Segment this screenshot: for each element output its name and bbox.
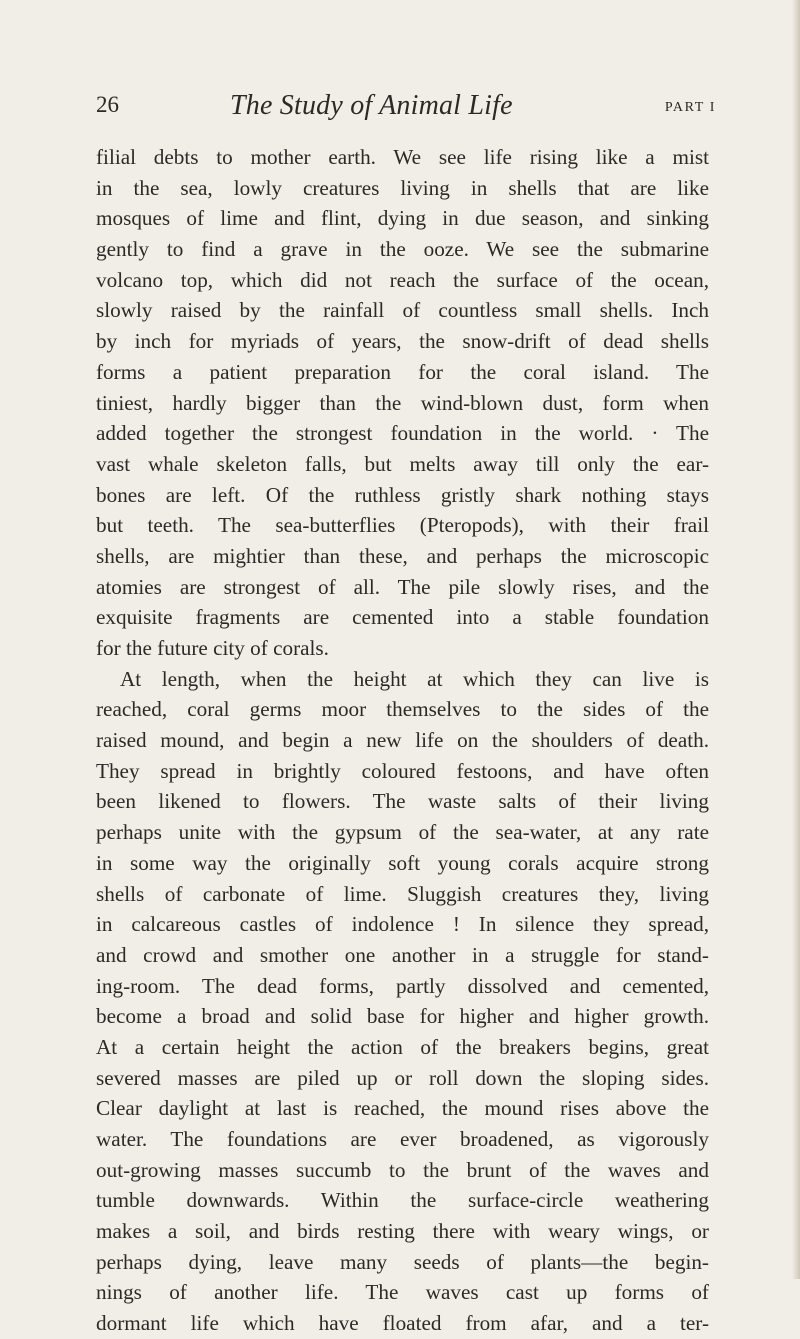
text-line: atomies are strongest of all. The pile slowly rises, and the bbox=[96, 574, 709, 599]
text-line: in some way the originally soft young corals acquire strong bbox=[96, 850, 709, 875]
text-line: exquisite fragments are cemented into a stable foundation bbox=[96, 605, 709, 630]
text-line: At a certain height the action of the breakers begins, great bbox=[96, 1034, 709, 1059]
text-line: forms a patient preparation for the coral island. The bbox=[96, 359, 709, 384]
text-line: volcano top, which did not reach the surface of the ocean, bbox=[96, 267, 709, 292]
text-line: in the sea, lowly creatures living in shells that are like bbox=[96, 175, 709, 200]
text-line: been likened to flowers. The waste salts of their living bbox=[96, 789, 709, 814]
text-line: tiniest, hardly bigger than the wind-blown dust, form when bbox=[96, 390, 709, 415]
text-line: by inch for myriads of years, the snow-drift of dead shells bbox=[96, 329, 709, 354]
text-line: At length, when the height at which they can live is bbox=[120, 666, 709, 691]
text-line: water. The foundations are ever broadened, as vigorously bbox=[96, 1127, 709, 1151]
page-number: 26 bbox=[96, 92, 119, 117]
text-line: become a broad and solid base for higher and higher growth. bbox=[96, 1004, 709, 1029]
text-line: dormant life which have floated from afar, and a ter- bbox=[96, 1311, 709, 1336]
running-title: The Study of Animal Life bbox=[230, 90, 513, 121]
text-line: raised mound, and begin a new life on the shoulders of death. bbox=[96, 728, 709, 753]
text-line: and crowd and smother one another in a struggle for stand- bbox=[96, 942, 709, 967]
text-line: Clear daylight at last is reached, the mound rises above the bbox=[96, 1096, 709, 1121]
text-line: out-growing masses succumb to the brunt of the waves and bbox=[96, 1157, 709, 1182]
body-text bbox=[96, 142, 709, 1339]
text-line: perhaps unite with the gypsum of the sea-water, at any rate bbox=[96, 820, 709, 845]
text-line: but teeth. The sea-butterflies (Pteropods), with their frail bbox=[96, 513, 709, 538]
text-line: reached, coral germs moor themselves to the sides of the bbox=[96, 697, 709, 722]
text-line: bones are left. Of the ruthless gristly shark nothing stays bbox=[96, 482, 709, 507]
text-line: shells of carbonate of lime. Sluggish creatures they, living bbox=[96, 881, 709, 906]
text-line: They spread in brightly coloured festoons, and have often bbox=[96, 758, 709, 783]
text-line: filial debts to mother earth. We see life rising like a mist bbox=[96, 145, 709, 169]
text-line: for the future city of corals. bbox=[96, 636, 329, 660]
text-line: perhaps dying, leave many seeds of plants—the begin- bbox=[96, 1249, 709, 1274]
text-line: severed masses are piled up or roll down the sloping sides. bbox=[96, 1065, 709, 1090]
text-line: mosques of lime and flint, dying in due season, and sinking bbox=[96, 206, 709, 231]
text-line: tumble downwards. Within the surface-circle weathering bbox=[96, 1188, 709, 1213]
text-line: shells, are mightier than these, and perhaps the microscopic bbox=[96, 543, 709, 568]
text-line: nings of another life. The waves cast up forms of bbox=[96, 1280, 709, 1305]
text-line: added together the strongest foundation in the world. · The bbox=[96, 421, 709, 446]
text-line: makes a soil, and birds resting there with weary wings, or bbox=[96, 1219, 709, 1244]
page-header bbox=[96, 92, 716, 132]
text-line: in calcareous castles of indolence ! In silence they spread, bbox=[96, 912, 709, 937]
part-label: PART I bbox=[664, 100, 716, 115]
text-line: gently to find a grave in the ooze. We see the submarine bbox=[96, 237, 709, 262]
text-line: ing-room. The dead forms, partly dissolved and cemented, bbox=[96, 973, 709, 998]
page-edge-shadow bbox=[792, 0, 800, 1279]
text-line: vast whale skeleton falls, but melts away till only the ear- bbox=[96, 451, 709, 476]
text-line: slowly raised by the rainfall of countless small shells. Inch bbox=[96, 298, 709, 323]
